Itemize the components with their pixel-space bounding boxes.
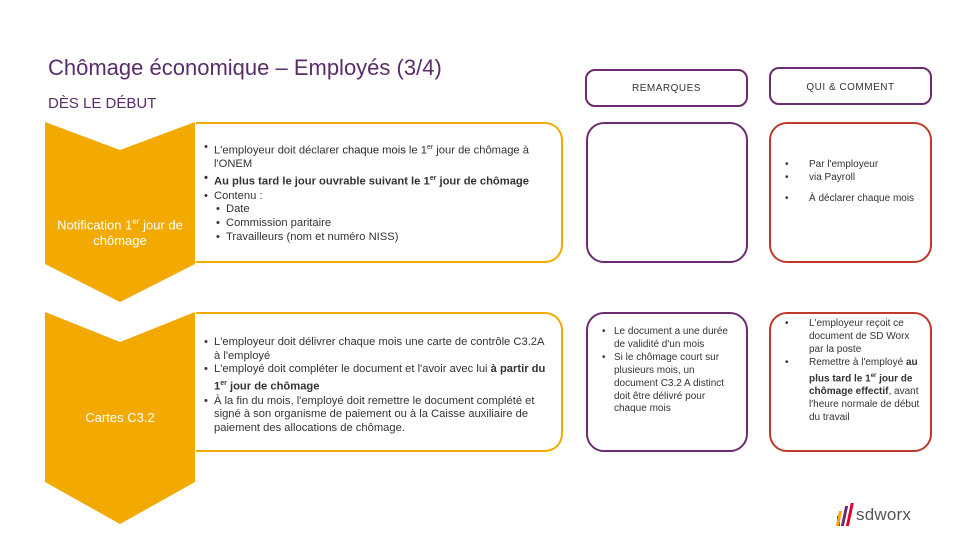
row1-qui-card	[769, 122, 932, 263]
list-subitem: • Date	[202, 203, 553, 217]
logo-text: sdworx	[856, 505, 912, 524]
sdworx-logo	[836, 502, 916, 530]
row1-remarques-card	[586, 122, 748, 263]
header-qui-comment	[769, 67, 932, 105]
row1-description-box	[196, 122, 563, 263]
sdworx-logo-icon	[836, 502, 856, 530]
header-qui-comment-label: QUI & COMMENT	[806, 82, 895, 93]
row2-qui-card	[769, 312, 932, 452]
list-item: • via Payroll	[785, 171, 856, 183]
row2-remarques-card	[586, 312, 748, 452]
list-item: • Remettre à l'employé au plus tard le 1er jour de chômage effectif, avant l'heure normale de début du travail	[785, 356, 920, 423]
list-item: • Le document a une durée de validité d'un mois	[602, 326, 728, 350]
section-subtitle: DÈS LE DÉBUT	[48, 95, 157, 112]
list-item: • Contenu :	[202, 190, 553, 204]
list-subitem: • Commission paritaire	[202, 217, 553, 231]
step-chevron-notification	[45, 122, 195, 302]
row2-remarques-list	[602, 326, 736, 416]
header-remarques-label: REMARQUES	[632, 83, 701, 94]
list-item: • À déclarer chaque mois	[785, 192, 915, 204]
row2-qui-list	[785, 318, 925, 425]
list-item: • L'employeur doit déclarer chaque mois le 1er jour de chômage à l'ONEM	[202, 141, 553, 172]
list-item: • Au plus tard le jour ouvrable suivant le 1er jour de chômage	[202, 172, 553, 189]
step-chevron-cartes	[45, 312, 195, 524]
row2-description-list	[202, 336, 553, 436]
row2-description-box	[196, 312, 563, 452]
header-remarques	[585, 69, 748, 107]
list-item: • Par l'employeur	[785, 159, 879, 170]
list-item: • L'employeur doit délivrer chaque mois une carte de contrôle C3.2A à l'employé	[202, 336, 553, 363]
list-item: • L'employeur reçoit ce document de SD Worx par la poste	[785, 318, 910, 355]
step-label-notification: Notification 1er jour de chômage	[57, 217, 183, 249]
step-label-cartes: Cartes C3.2	[85, 410, 155, 425]
list-item: • Si le chômage court sur plusieurs mois, un document C3.2 A distinct doit être délivré pour chaque mois	[602, 351, 725, 415]
page-title: Chômage économique – Employés (3/4)	[48, 55, 442, 80]
row1-description-list	[202, 141, 553, 244]
chevron-shape	[45, 122, 195, 302]
list-item: • L'employé doit compléter le document et l'avoir avec lui à partir du 1er jour de chômage	[202, 363, 553, 394]
list-item: • À la fin du mois, l'employé doit remettre le document complété et signé à son organisme de paiement ou à la Caisse auxiliaire de paiement des allocations de chômage.	[202, 395, 553, 436]
list-subitem: • Travailleurs (nom et numéro NISS)	[202, 231, 553, 245]
row1-qui-list	[785, 159, 925, 206]
